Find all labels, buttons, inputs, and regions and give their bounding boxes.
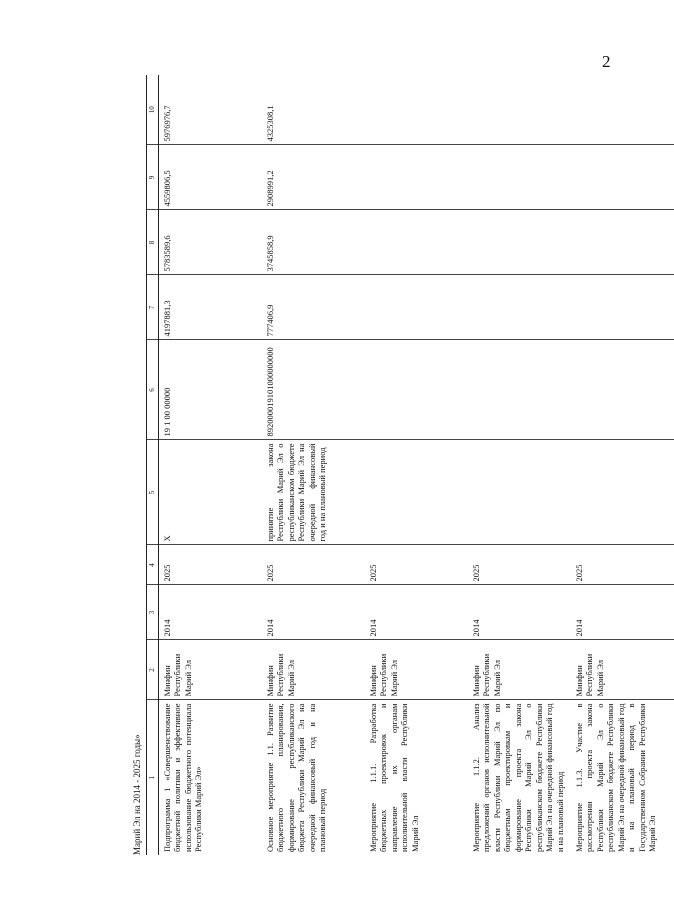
row-value-7	[365, 275, 468, 340]
row-kbk	[365, 340, 468, 440]
row-start-year: 2014	[571, 585, 674, 640]
column-number: 1	[147, 700, 159, 855]
row-end-year: 2025	[571, 545, 674, 585]
row-kbk	[571, 340, 674, 440]
row-end-year: 2025	[365, 545, 468, 585]
row-name: Мероприятие 1.1.1. Разработка бюджетных проектировок и направление их органам исполнительной власти Республики Марий Эл	[367, 703, 420, 852]
row-value-9	[571, 145, 674, 210]
row-value-9	[365, 145, 468, 210]
column-number: 9	[147, 145, 159, 210]
row-start-year: 2014	[158, 585, 262, 640]
row-name: Подпрограмма 1 «Совершенствование бюджетной политики и эффективное использование бюджетного потенциала Республики Марий Эл»	[161, 703, 203, 852]
column-number: 2	[147, 640, 159, 700]
column-number: 7	[147, 275, 159, 340]
table-row	[262, 75, 365, 855]
row-name: Основное мероприятие 1.1. Развитие бюджетного планирования, формирование республиканского бюджета Республики Марий Эл на очередной финансовый год и на плановый период	[264, 703, 327, 852]
row-result	[365, 440, 468, 545]
row-end-year: 2025	[468, 545, 571, 585]
column-number: 10	[147, 75, 159, 145]
table-row	[158, 75, 262, 855]
row-value-8: 3745858,9	[262, 210, 365, 275]
column-number: 3	[147, 585, 159, 640]
row-value-10: 4325308,1	[262, 75, 365, 145]
row-executor: Минфин Республики Марий Эл	[365, 640, 468, 700]
row-value-8	[365, 210, 468, 275]
row-name: Мероприятие 1.1.3. Участие в рассмотрении проекта закона Республики Марий Эл о республиканском бюджете Республики Марий Эл на очередной финансовый год и на плановый период в Государственном Собрании Республики Марий Эл	[573, 703, 657, 852]
row-end-year: 2025	[262, 545, 365, 585]
column-number: 8	[147, 210, 159, 275]
row-value-7: 4197881,3	[158, 275, 262, 340]
row-value-10	[571, 75, 674, 145]
row-start-year: 2014	[468, 585, 571, 640]
row-value-8: 5783589,6	[158, 210, 262, 275]
row-value-7	[571, 275, 674, 340]
table-row	[571, 75, 674, 855]
row-value-9	[468, 145, 571, 210]
row-kbk: 19 1 00 00000	[158, 340, 262, 440]
row-value-7: 777406,9	[262, 275, 365, 340]
column-number-row	[147, 75, 159, 855]
row-value-9: 4559806,5	[158, 145, 262, 210]
row-executor: Минфин Республики Марий Эл	[262, 640, 365, 700]
row-value-10	[365, 75, 468, 145]
row-kbk: 892000019101000000000	[262, 340, 365, 440]
row-value-9: 2908991,2	[262, 145, 365, 210]
table-row	[365, 75, 468, 855]
row-value-10: 5976976,7	[158, 75, 262, 145]
row-value-10	[468, 75, 571, 145]
row-executor: Минфин Республики Марий Эл	[158, 640, 262, 700]
rotated-table-block	[128, 75, 657, 855]
row-value-7	[468, 275, 571, 340]
row-start-year: 2014	[262, 585, 365, 640]
row-start-year: 2014	[365, 585, 468, 640]
page-header-text: Марий Эл на 2014 - 2025 годы»	[132, 734, 142, 855]
row-kbk	[468, 340, 571, 440]
row-executor: Минфин Республики Марий Эл	[468, 640, 571, 700]
row-name: Мероприятие 1.1.2. Анализ предложений органов исполнительной власти Республики Марий Эл по бюджетным проектировкам и формирование проекта закона Республики Марий Эл о республиканском бюджете Республики Марий Эл на очередной финансовый год и на плановый период	[470, 703, 565, 852]
page-number: 2	[602, 52, 611, 71]
column-number: 5	[147, 440, 159, 545]
row-result: принятие закона Республики Марий Эл о республиканском бюджете Республики Марий Эл на очередной финансовый год и на плановый период	[262, 440, 365, 545]
column-number: 6	[147, 340, 159, 440]
table-row	[468, 75, 571, 855]
program-table	[146, 75, 674, 855]
row-value-8	[571, 210, 674, 275]
row-executor: Минфин Республики Марий Эл	[571, 640, 674, 700]
row-value-8	[468, 210, 571, 275]
row-result	[468, 440, 571, 545]
row-result	[571, 440, 674, 545]
column-number: 4	[147, 545, 159, 585]
row-end-year: 2025	[158, 545, 262, 585]
row-result: Х	[158, 440, 262, 545]
